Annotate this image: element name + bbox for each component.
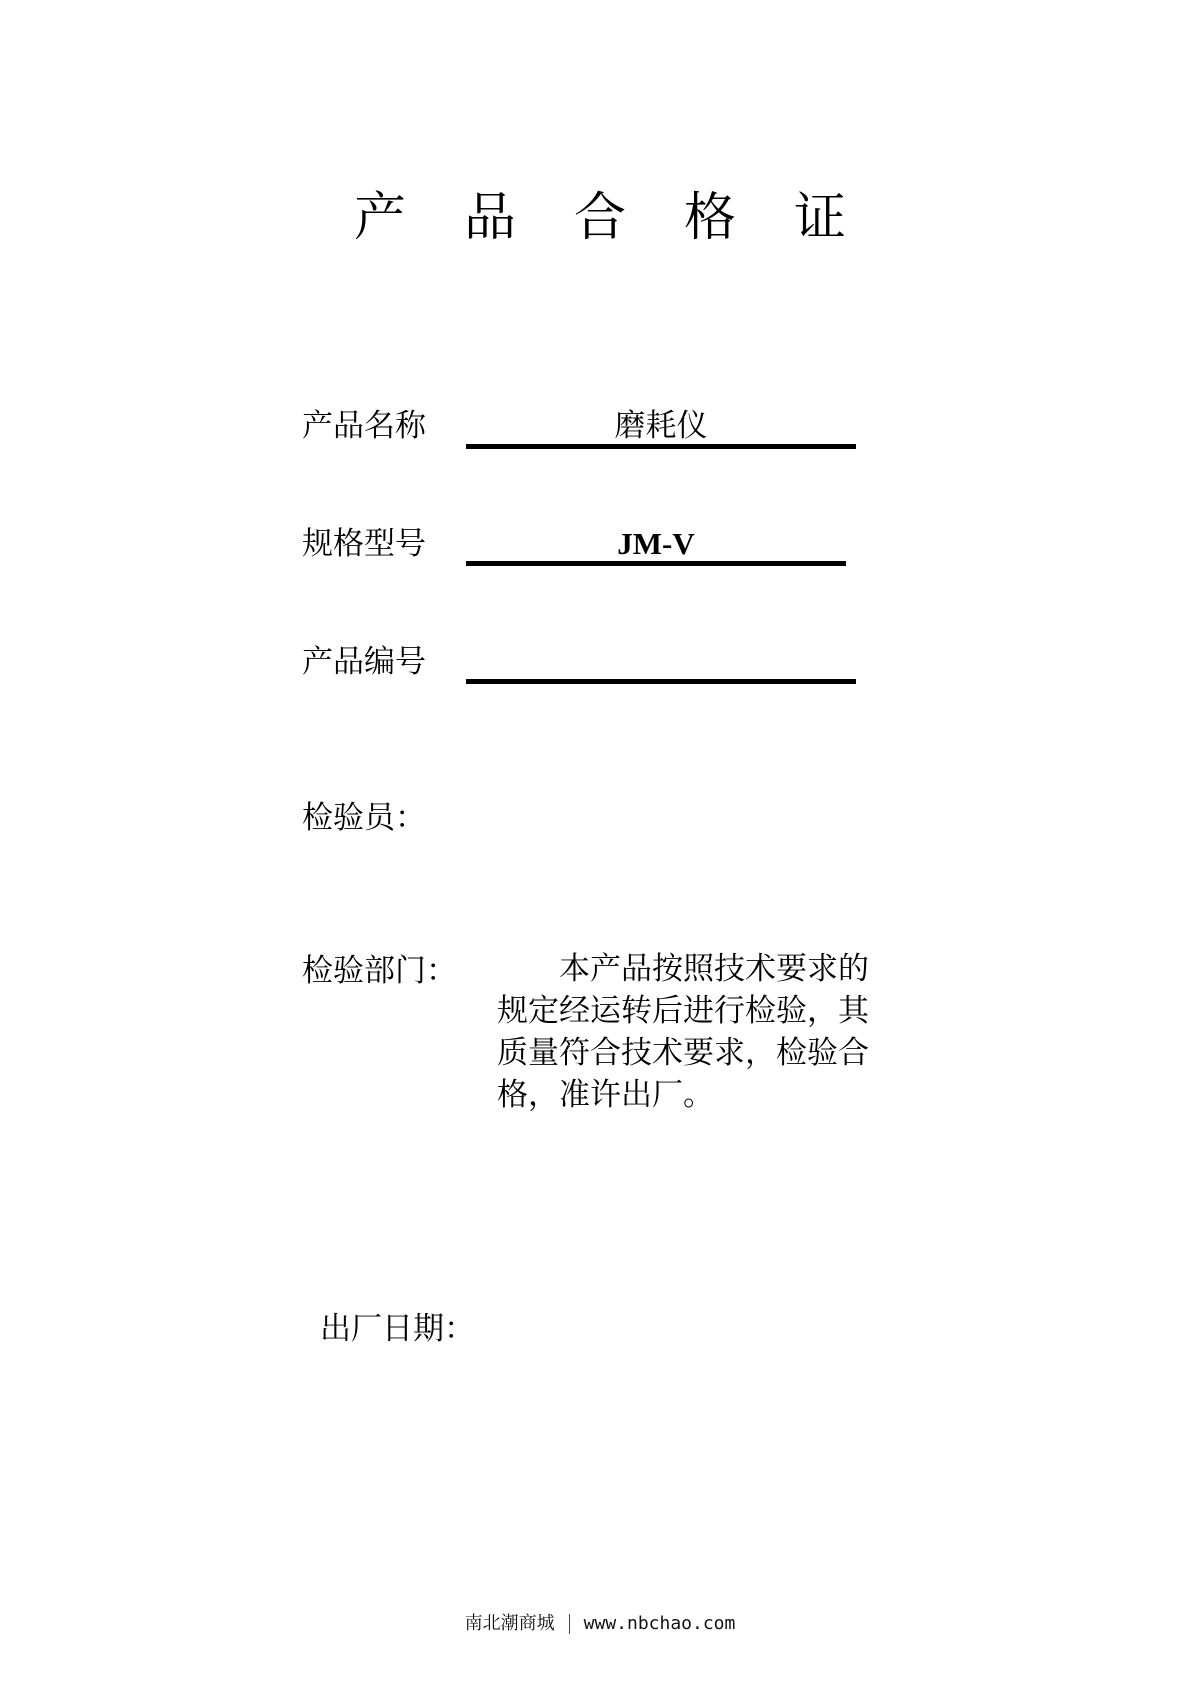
serial-number-label: 产品编号 [302, 644, 426, 680]
certificate-title: 产品合格证 [353, 188, 904, 248]
model-label: 规格型号 [302, 526, 426, 562]
footer [0, 1612, 1200, 1636]
inspector-label: 检验员： [302, 800, 426, 836]
product-name-label: 产品名称 [302, 408, 426, 444]
footer-brand: 南北潮商城 [464, 1613, 555, 1634]
date-label: 出厂日期： [320, 1311, 475, 1347]
inspection-statement: 本产品按照技术要求的规定经运转后进行检验，其质量符合技术要求，检验合格，准许出厂。 [497, 951, 869, 1113]
product-name-underline [466, 444, 856, 449]
product-name-value: 磨耗仪 [614, 408, 708, 444]
model-underline [466, 561, 846, 566]
footer-separator [569, 1614, 570, 1634]
serial-number-underline [466, 679, 856, 684]
model-value: JM-V [617, 526, 695, 561]
footer-url[interactable]: www.nbchao.com [583, 1613, 736, 1634]
department-label: 检验部门： [302, 953, 457, 989]
